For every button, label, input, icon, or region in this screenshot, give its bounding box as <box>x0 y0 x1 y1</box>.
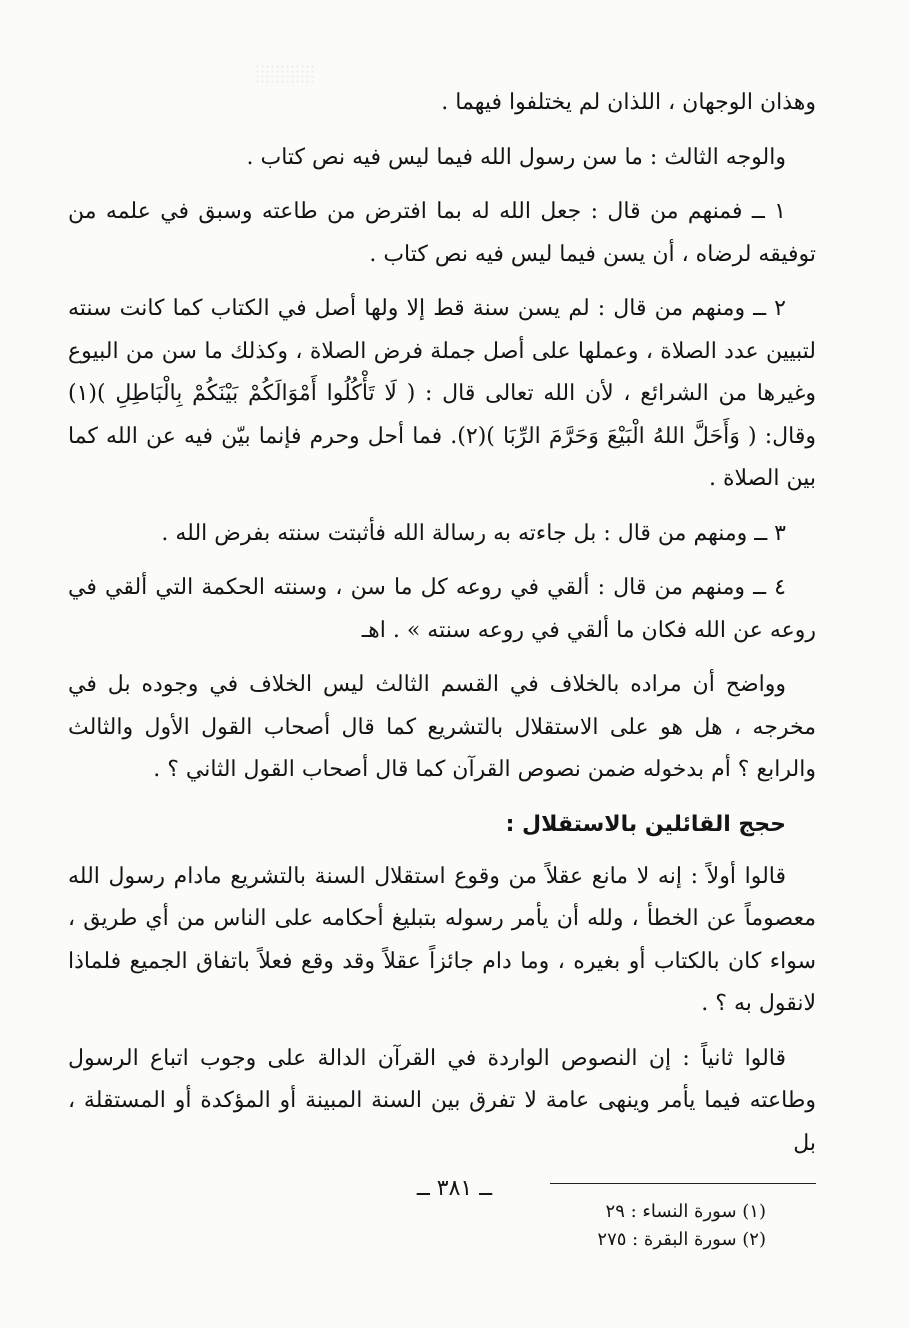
footnote-2: (٢) سورة البقرة : ٢٧٥ <box>597 1229 766 1250</box>
paragraph-1: وهذان الوجهان ، اللذان لم يختلفوا فيهما . <box>441 90 816 115</box>
main-text <box>68 82 816 1165</box>
section-heading: حجج القائلين بالاستقلال : <box>505 811 786 837</box>
footnote-1: (١) سورة النساء : ٢٩ <box>605 1201 766 1222</box>
paragraph-4: ٢ ــ ومنهم من قال : لم يسن سنة قط إلا ولها أصل في الكتاب كما كانت سنته لتبيين عدد الصلاة ، وعملها على أصل جملة فرض الصلاة ، وكذلك ما سن من البيوع وغيرها من الشرائع ، لأن الله تعالى قال : ( لَا تَأْكُلُوا أَمْوَالَكُمْ بَيْنَكُمْ بِالْبَاطِلِ )(١) وقال: ( وَأَحَلَّ اللهُ الْبَيْعَ وَحَرَّمَ الرِّبَا )(٢). فما أحل وحرم فإنما بيّن فيه عن الله كما بين الصلاة . <box>68 296 816 491</box>
scan-speckle <box>255 64 315 86</box>
paragraph-8: قالوا أولاً : إنه لا مانع عقلاً من وقوع استقلال السنة بالتشريع مادام رسول الله معصوماً عن الخطأ ، ولله أن يأمر رسوله بتبليغ أحكامه على الناس من أي طريق ، سواء كان بالكتاب أو بغيره ، وما دام جائزاً عقلاً وقد وقع فعلاً باتفاق الجميع فلماذا لانقول به ؟ . <box>68 863 816 1016</box>
paragraph-7: وواضح أن مراده بالخلاف في القسم الثالث ليس الخلاف في وجوده بل في مخرجه ، هل هو على الاستقلال بالتشريع كما قال أصحاب القول الأول والثالث والرابع ؟ أم بدخوله ضمن نصوص القرآن كما قال أصحاب القول الثاني ؟ . <box>68 672 816 782</box>
paragraph-3: ١ ــ فمنهم من قال : جعل الله له بما افترض من طاعته وسبق في علمه من توفيقه لرضاه ، أن يسن فيما ليس فيه نص كتاب . <box>68 199 816 267</box>
footnotes <box>68 1198 816 1254</box>
paragraph-2: والوجه الثالث : ما سن رسول الله فيما ليس فيه نص كتاب . <box>246 144 786 170</box>
page-number: ــ ٣٨١ ــ <box>416 1176 493 1201</box>
paragraph-9: قالوا ثانياً : إن النصوص الواردة في القرآن الدالة على وجوب اتباع الرسول وطاعته فيما يأمر وينهى عامة لا تفرق بين السنة المبينة أو المؤكدة أو المستقلة ، بل <box>68 1045 816 1156</box>
paragraph-6: ٤ ــ ومنهم من قال : ألقي في روعه كل ما سن ، وسنته الحكمة التي ألقي في روعه عن الله فكان ما ألقي في روعه سنته » . اهـ <box>68 575 816 643</box>
paragraph-5: ٣ ــ ومنهم من قال : بل جاءته به رسالة الله فأثبتت سنته بفرض الله . <box>161 520 786 546</box>
